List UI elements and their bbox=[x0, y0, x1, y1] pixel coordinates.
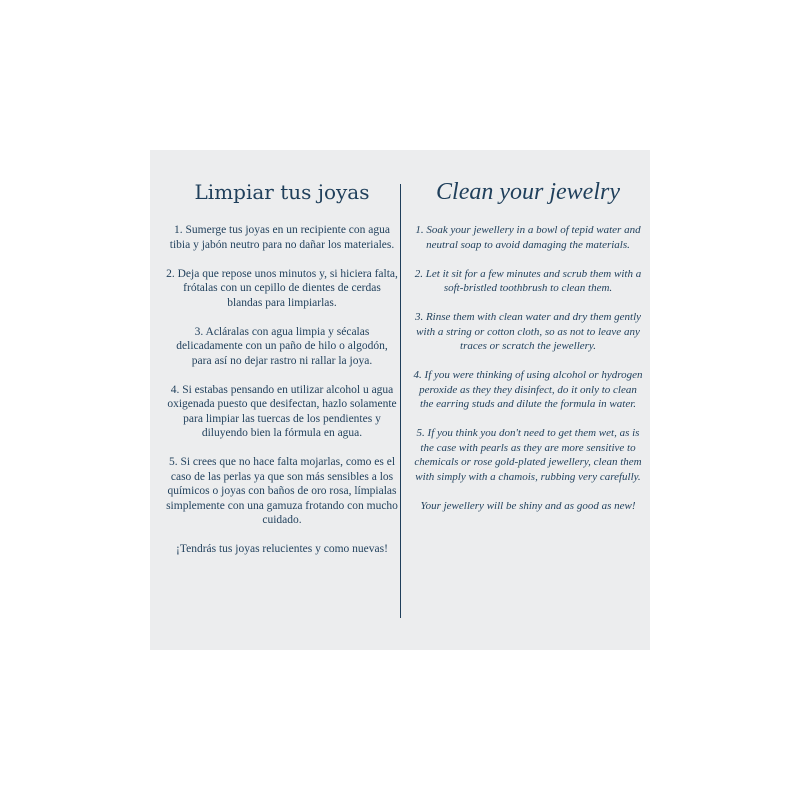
english-column bbox=[412, 178, 644, 528]
spanish-step-2: 2. Deja que repose unos minutos y, si hiciera falta, frótalas con un cepillo de dientes de cerdas blandas para limpiarlas. bbox=[166, 267, 398, 309]
spanish-step-5: 5. Si crees que no hace falta mojarlas, como es el caso de las perlas ya que son más sensibles a los químicos o joyas con baños de oro rosa, límpialas simplemente con una gamuza frotando con mucho cuidado. bbox=[166, 456, 398, 526]
english-title: Clean your jewelry bbox=[436, 179, 620, 205]
column-divider bbox=[400, 184, 401, 618]
english-closing: Your jewellery will be shiny and as good as new! bbox=[420, 499, 636, 512]
english-step-1: 1. Soak your jewellery in a bowl of tepid water and neutral soap to avoid damaging the materials. bbox=[415, 224, 641, 251]
spanish-step-4: 4. Si estabas pensando en utilizar alcohol u agua oxigenada puesto que desifectan, hazlo solamente para limpiar las tuercas de los pendientes y diluyendo bien la fórmula en agua. bbox=[167, 383, 397, 439]
english-step-4: 4. If you were thinking of using alcohol or hydrogen peroxide as they they disinfect, do it only to clean the earring studs and dilute the formula in water. bbox=[413, 369, 643, 410]
care-instructions-card bbox=[150, 150, 650, 650]
english-step-2: 2. Let it sit for a few minutes and scrub them with a soft-bristled toothbrush to clean them. bbox=[414, 267, 642, 294]
spanish-step-3: 3. Acláralas con agua limpia y sécalas delicadamente con un paño de hilo o algodón, para así no dejar rastro ni rallar la joya. bbox=[176, 325, 388, 367]
spanish-column bbox=[166, 178, 398, 571]
spanish-title: Limpiar tus joyas bbox=[194, 180, 370, 204]
english-step-3: 3. Rinse them with clean water and dry them gently with a string or cotton cloth, so as not to leave any traces or scratch the jewellery. bbox=[414, 311, 642, 352]
spanish-step-1: 1. Sumerge tus joyas en un recipiente con agua tibia y jabón neutro para no dañar los materiales. bbox=[169, 224, 395, 251]
spanish-closing: ¡Tendrás tus joyas relucientes y como nuevas! bbox=[176, 543, 388, 555]
english-step-5: 5. If you think you don't need to get them wet, as is the case with pearls as they are more sensitive to chemicals or rose gold-plated jewellery, clean them with simply with a chamois, rubbing very carefully. bbox=[414, 427, 642, 483]
